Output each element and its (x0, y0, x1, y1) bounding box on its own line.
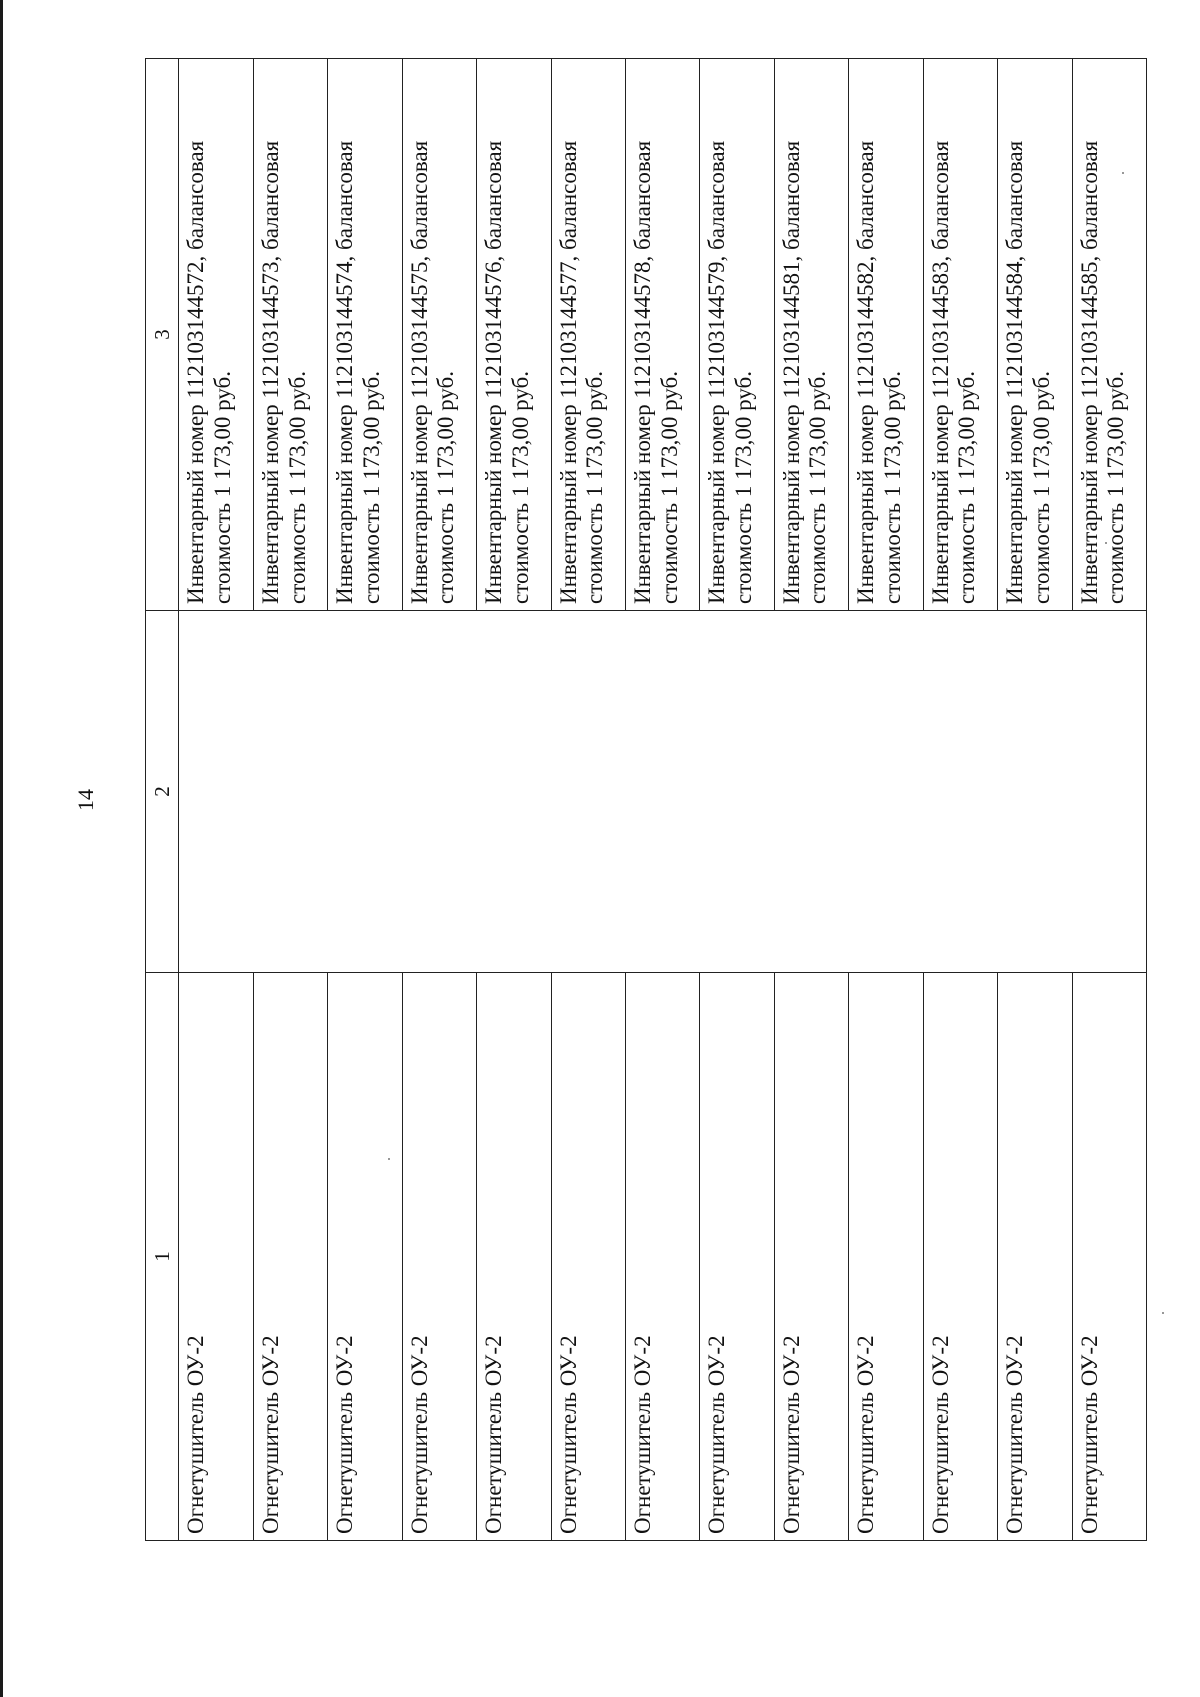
column-header-2: 2 (146, 611, 179, 973)
item-description-cell: Инвентарный номер 112103144575, балансовая стоимость 1 173,00 руб. (402, 59, 476, 611)
item-name-cell: Огнетушитель ОУ-2 (328, 973, 402, 1541)
item-name-cell: Огнетушитель ОУ-2 (849, 973, 923, 1541)
item-name-cell: Огнетушитель ОУ-2 (625, 973, 699, 1541)
item-name-cell: Огнетушитель ОУ-2 (923, 973, 997, 1541)
rotated-page (73, 59, 1147, 1541)
column-header-1: 1 (146, 973, 179, 1541)
item-description-cell: Инвентарный номер 112103144583, балансовая стоимость 1 173,00 руб. (923, 59, 997, 611)
item-description-cell: Инвентарный номер 112103144581, балансовая стоимость 1 173,00 руб. (774, 59, 848, 611)
item-name-cell: Огнетушитель ОУ-2 (402, 973, 476, 1541)
item-description-cell: Инвентарный номер 112103144579, балансовая стоимость 1 173,00 руб. (700, 59, 774, 611)
item-name-cell: Огнетушитель ОУ-2 (477, 973, 551, 1541)
scan-edge (0, 0, 3, 1697)
item-name-cell: Огнетушитель ОУ-2 (998, 973, 1072, 1541)
item-description-cell: Инвентарный номер 112103144577, балансовая стоимость 1 173,00 руб. (551, 59, 625, 611)
item-name-cell: Огнетушитель ОУ-2 (1072, 973, 1147, 1541)
item-description-cell: Инвентарный номер 112103144572, балансовая стоимость 1 173,00 руб. (179, 59, 253, 611)
item-description-cell: Инвентарный номер 112103144573, балансовая стоимость 1 173,00 руб. (253, 59, 327, 611)
item-description-cell: Инвентарный номер 112103144576, балансовая стоимость 1 173,00 руб. (477, 59, 551, 611)
table-row (179, 59, 253, 1541)
item-name-cell: Огнетушитель ОУ-2 (551, 973, 625, 1541)
item-description-cell: Инвентарный номер 112103144582, балансовая стоимость 1 173,00 руб. (849, 59, 923, 611)
item-description-cell: Инвентарный номер 112103144584, балансовая стоимость 1 173,00 руб. (998, 59, 1072, 611)
item-name-cell: Огнетушитель ОУ-2 (179, 973, 253, 1541)
column-2-cell (179, 611, 1147, 973)
table-header-row (146, 59, 179, 1541)
item-name-cell: Огнетушитель ОУ-2 (700, 973, 774, 1541)
item-description-cell: Инвентарный номер 112103144574, балансовая стоимость 1 173,00 руб. (328, 59, 402, 611)
inventory-table (145, 58, 1147, 1541)
item-description-cell: Инвентарный номер 112103144578, балансовая стоимость 1 173,00 руб. (625, 59, 699, 611)
item-description-cell: Инвентарный номер 112103144585, балансовая стоимость 1 173,00 руб. (1072, 59, 1147, 611)
scan-speck (1162, 1312, 1164, 1314)
column-header-3: 3 (146, 59, 179, 611)
item-name-cell: Огнетушитель ОУ-2 (253, 973, 327, 1541)
item-name-cell: Огнетушитель ОУ-2 (774, 973, 848, 1541)
page-number: 14 (73, 789, 98, 811)
